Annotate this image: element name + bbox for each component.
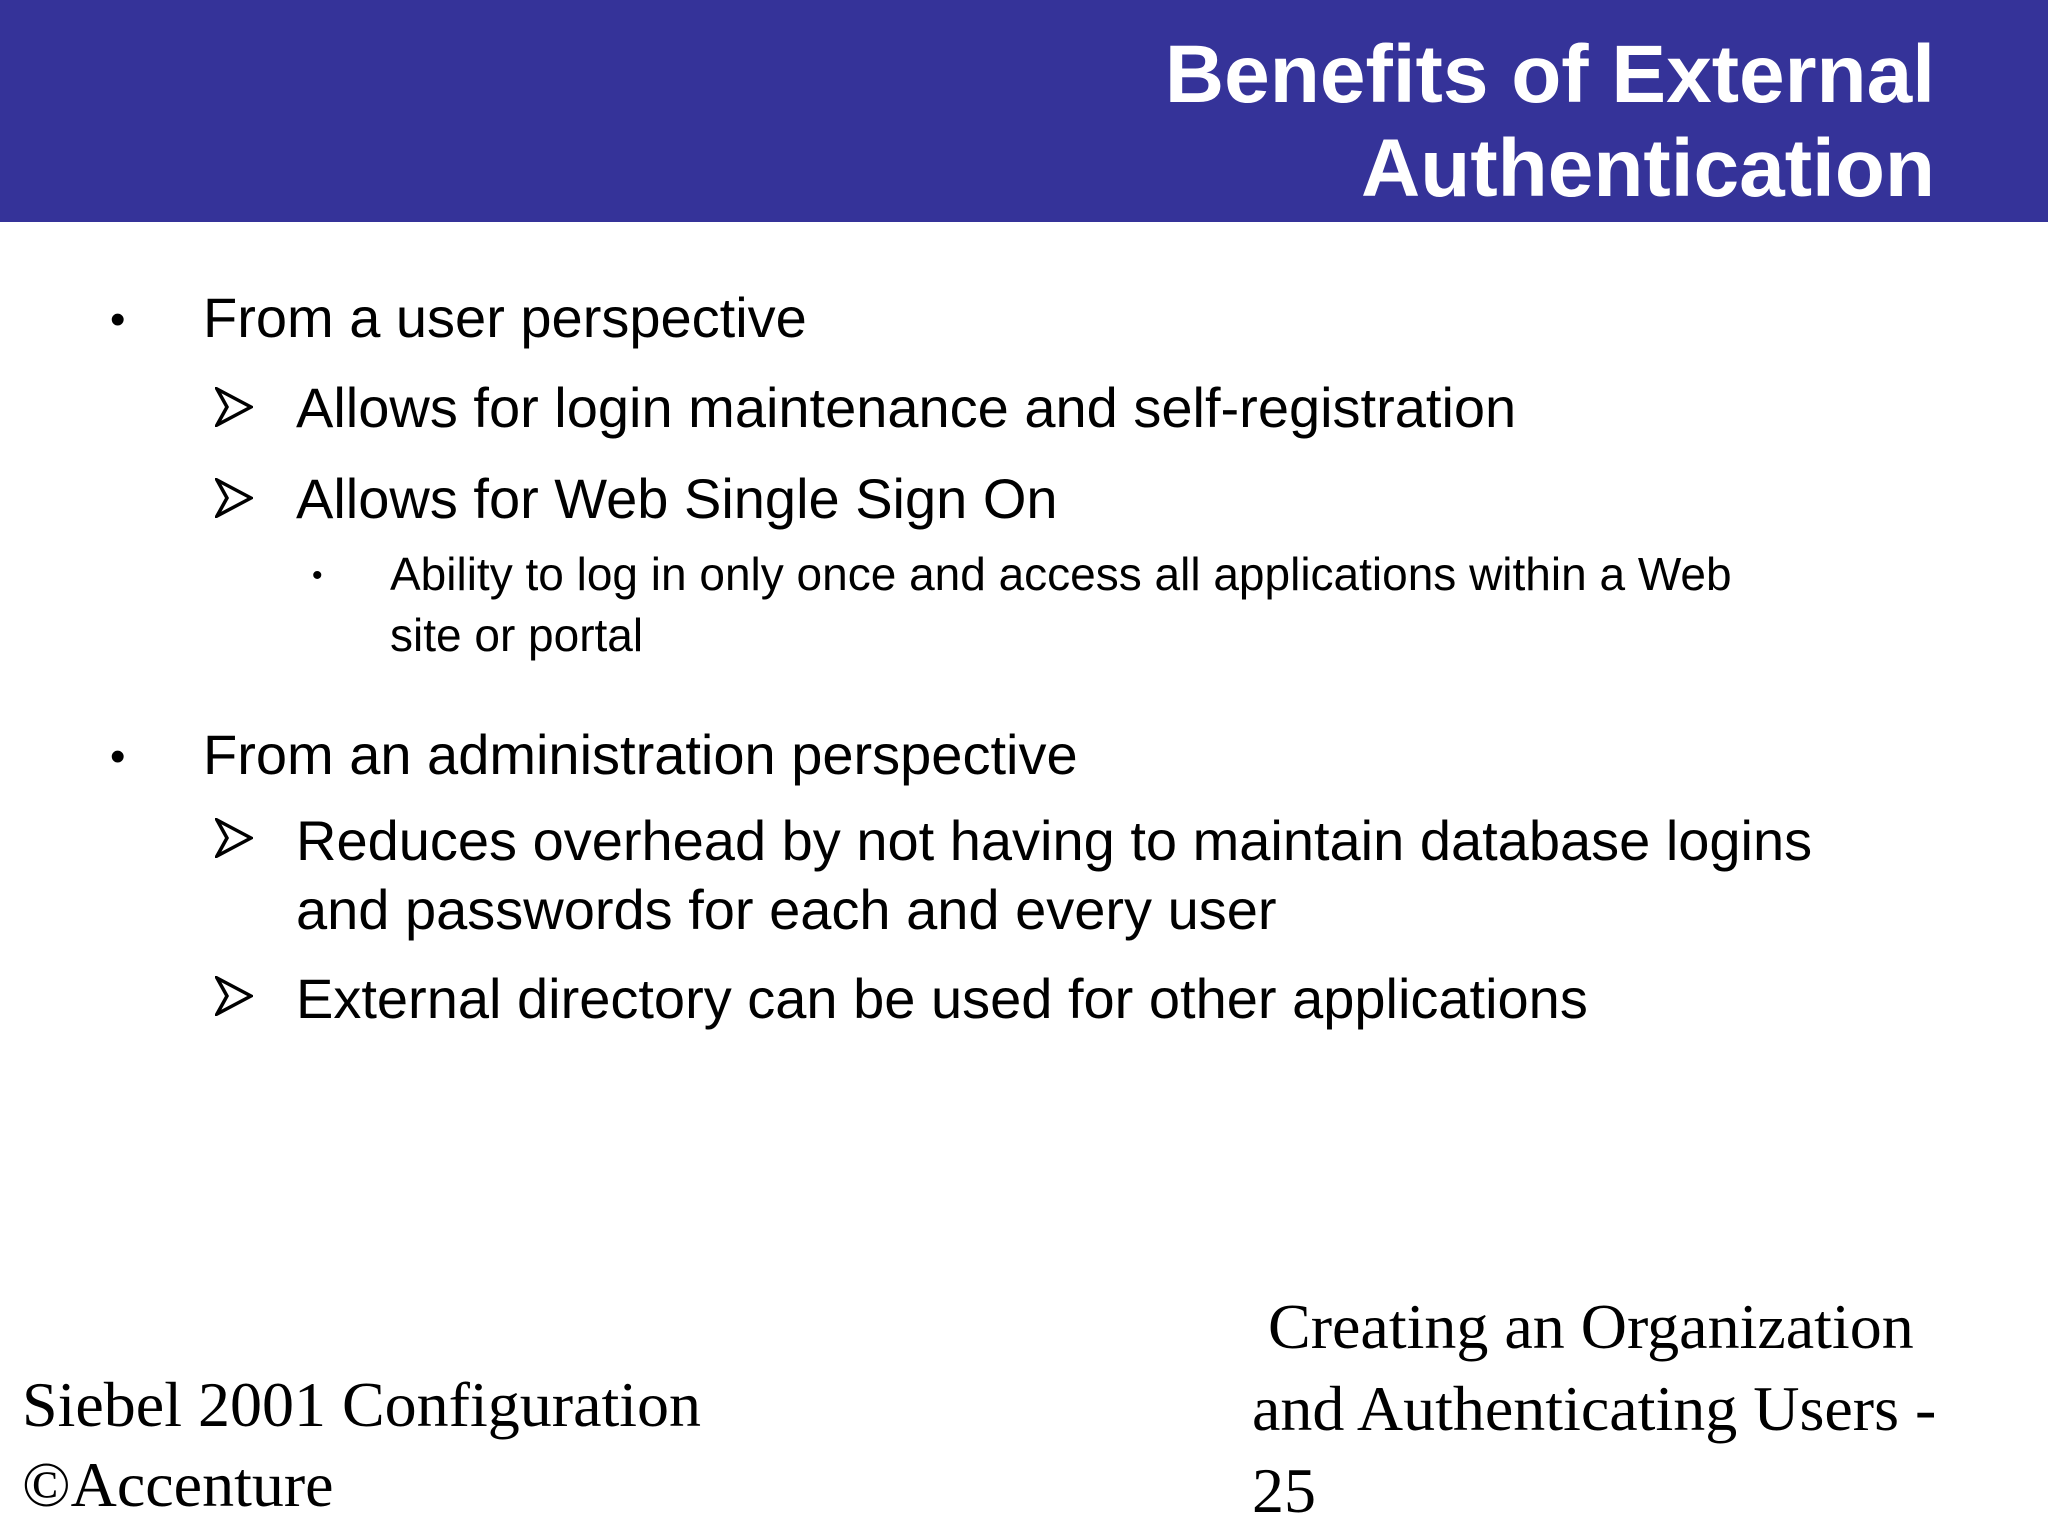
- admin-item-overhead-line-2: and passwords for each and every user: [296, 878, 1277, 941]
- arrow-bullet-icon: [215, 818, 253, 858]
- footer-course-info: [22, 1365, 701, 1525]
- footer-module-info: [1252, 1286, 1936, 1532]
- admin-item-external-directory: External directory can be used for other applications: [296, 967, 1588, 1030]
- section-heading-admin: From an administration perspective: [203, 723, 1078, 786]
- bullet-icon: •: [110, 732, 126, 781]
- footer-course-title: Siebel 2001 Configuration: [22, 1369, 702, 1440]
- footer-page-number: 25: [1252, 1455, 1316, 1526]
- footer-module-line-2: and Authenticating Users -: [1252, 1373, 1937, 1444]
- sso-detail-line-2: site or portal: [390, 609, 644, 661]
- sso-detail-line-1: Ability to log in only once and access all applications within a Web: [390, 548, 1732, 600]
- arrow-bullet-icon: [215, 478, 253, 518]
- footer-copyright: ©Accenture: [22, 1449, 334, 1520]
- sub-bullet-icon: •: [312, 559, 323, 592]
- section-heading-user: From a user perspective: [203, 286, 807, 349]
- title-bar: [0, 0, 2048, 222]
- slide-title-line-1: Benefits of External: [1164, 29, 1935, 120]
- user-item-web-sso: Allows for Web Single Sign On: [296, 467, 1058, 530]
- arrow-bullet-icon: [215, 387, 253, 427]
- bullet-icon: •: [110, 295, 126, 344]
- admin-item-overhead-line-1: Reduces overhead by not having to maintain database logins: [296, 809, 1813, 872]
- arrow-bullet-icon: [215, 976, 253, 1016]
- user-item-login-maintenance: Allows for login maintenance and self-registration: [296, 376, 1517, 439]
- footer-module-line-1: Creating an Organization: [1268, 1291, 1914, 1362]
- slide-title-line-2: Authentication: [1361, 123, 1935, 214]
